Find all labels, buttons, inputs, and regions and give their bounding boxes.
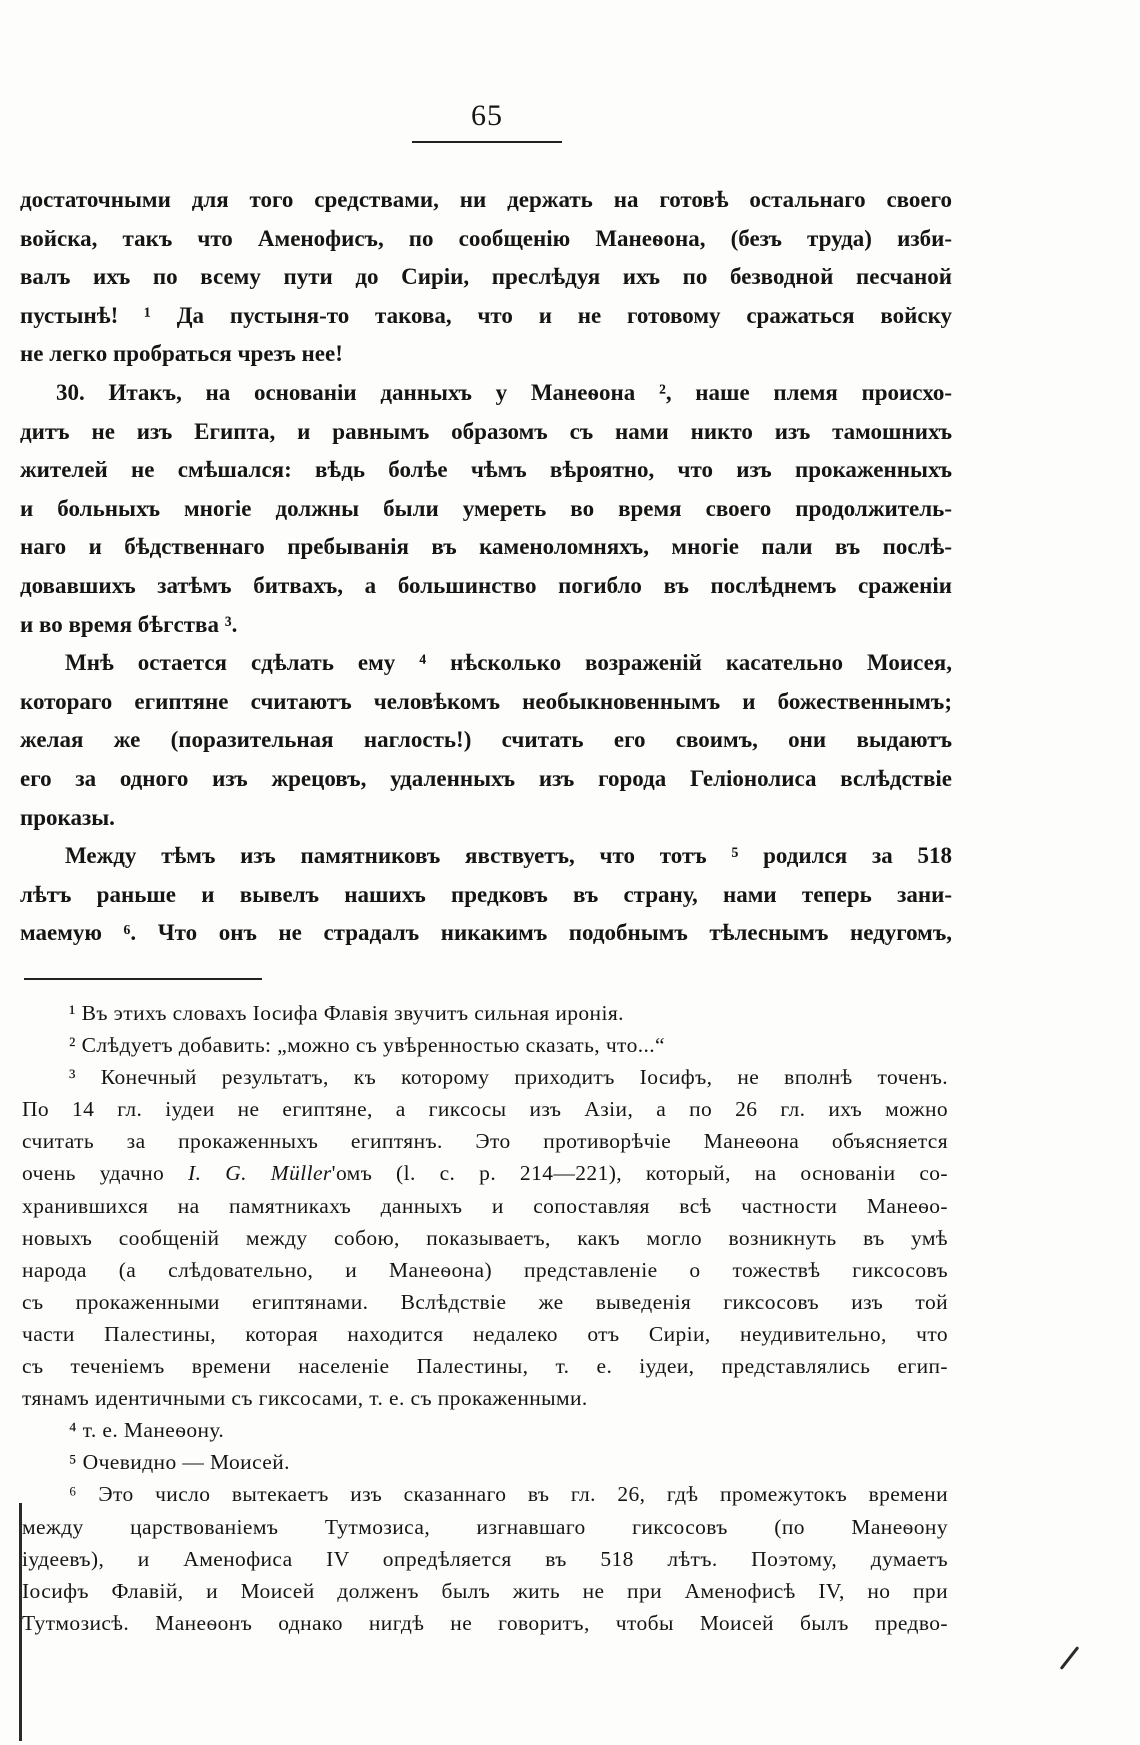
main-text-line: достаточными для того средствами, ни держать на готовѣ остальнаго своего [20, 187, 952, 212]
footnote-3-line: части Палестины, которая находится недалеко отъ Сиріи, неудивительно, что [22, 1321, 948, 1346]
main-text-line: не легко пробраться чрезъ нее! [20, 341, 343, 367]
footnote-6-line: Іосифъ Флавій, и Моисей долженъ былъ жить не при Аменофисѣ IV, но при [22, 1578, 948, 1603]
footnote-3-line: съ прокаженными египтянами. Вслѣдствіе же выведенія гиксосовъ изъ той [22, 1289, 948, 1314]
footnote-separator [24, 978, 262, 980]
footnote-1-line: ¹ Въ этихъ словахъ Іосифа Флавія звучитъ сильная иронія. [69, 1001, 624, 1025]
footnote-3-line: хранившихся на памятникахъ данныхъ и сопоставляя всѣ частности Манеѳо- [22, 1193, 948, 1218]
main-text-line: войска, такъ что Аменофисъ, по сообщенію Манеѳона, (безъ труда) изби- [20, 225, 952, 251]
footnotes [22, 997, 948, 1639]
footnote-3-line: народа (а слѣдовательно, и Манеѳона) представленіе о тожествѣ гиксосовъ [22, 1257, 948, 1282]
footnote-6-line: іудеевъ), и Аменофиса IV опредѣляется въ 518 лѣтъ. Поэтому, думаетъ [22, 1546, 948, 1571]
main-text-line: дитъ не изъ Египта, и равнымъ образомъ съ нами никто изъ тамошнихъ [20, 418, 952, 444]
footnote-text: 'омъ (l. c. p. 214—221), который, на основаніи со- [331, 1161, 948, 1186]
scan-pencil-mark [1060, 1646, 1080, 1670]
main-text-line: довавшихъ затѣмъ битвахъ, а большинство погибло въ послѣднемъ сраженіи [20, 572, 952, 598]
main-text-line: и больныхъ многіе должны были умереть во время своего продолжитель- [20, 495, 952, 521]
main-text-line: котораго египтяне считаютъ человѣкомъ необыкновеннымъ и божественнымъ; [20, 688, 952, 714]
footnote-text: очень удачно [22, 1161, 189, 1186]
footnote-6-line: между царствованіемъ Тутмозиса, изгнавшаго гиксосовъ (по Манеѳону [22, 1514, 948, 1539]
footnote-3-line: считать за прокаженныхъ египтянъ. Это противорѣчіе Манеѳона объясняется [22, 1129, 948, 1154]
footnote-3-line: ³ Конечный результатъ, къ которому приходитъ Іосифъ, не вполнѣ точенъ. [69, 1065, 948, 1090]
author-name-italic: I. G. Müller [188, 1161, 332, 1186]
main-text-line: Мнѣ остается сдѣлать ему ⁴ нѣсколько возраженій касательно Моисея, [65, 650, 952, 676]
footnote-6-line: Тутмозисѣ. Манеѳонъ однако нигдѣ не говоритъ, чтобы Моисей былъ предво- [22, 1610, 948, 1635]
main-text-line: пустынѣ! ¹ Да пустыня-то такова, что и не готовому сражаться войску [20, 302, 952, 328]
main-text-line: жителей не смѣшался: вѣдь болѣе чѣмъ вѣроятно, что изъ прокаженныхъ [20, 457, 952, 483]
main-text-line: наго и бѣдственнаго пребыванія въ каменоломняхъ, многіе пали въ послѣ- [20, 534, 952, 560]
main-text-line: желая же (поразительная наглость!) считать его своимъ, они выдаютъ [20, 727, 952, 753]
footnote-3-line [22, 1157, 948, 1189]
main-text-line: лѣтъ раньше и вывелъ нашихъ предковъ въ страну, нами теперь зани- [20, 881, 952, 907]
footnote-2-line: ² Слѣдуетъ добавить: „можно съ увѣренностью сказать, что...“ [69, 1033, 665, 1058]
page-number-rule [412, 141, 562, 143]
scan-margin-line [19, 1503, 22, 1741]
footnote-4-line: ⁴ т. е. Манеѳону. [69, 1418, 225, 1443]
footnote-3-line: тянамъ идентичными съ гиксосами, т. е. съ прокаженными. [22, 1386, 588, 1411]
main-text-line: маемую ⁶. Что онъ не страдалъ никакимъ подобнымъ тѣлеснымъ недугомъ, [20, 920, 952, 946]
footnote-3-line: съ теченіемъ времени населеніе Палестины, т. е. іудеи, представлялись егип- [22, 1354, 948, 1379]
footnote-3-line: По 14 гл. іудеи не египтяне, а гиксосы изъ Азіи, а по 26 гл. ихъ можно [22, 1097, 948, 1122]
main-text-line: его за одного изъ жрецовъ, удаленныхъ изъ города Геліонолиса вслѣдствіе [20, 765, 952, 791]
main-text [20, 181, 952, 953]
page-number: 65 [471, 99, 503, 132]
footnote-3-line: новыхъ сообщеній между собою, показываетъ, какъ могло возникнуть въ умѣ [22, 1225, 948, 1250]
main-text-line: и во время бѣгства ³. [20, 611, 238, 637]
footnote-6-line: ⁶ Это число вытекаетъ изъ сказаннаго въ гл. 26, гдѣ промежутокъ времени [69, 1482, 948, 1507]
main-text-line: Между тѣмъ изъ памятниковъ явствуетъ, что тотъ ⁵ родился за 518 [65, 843, 952, 869]
main-text-line: проказы. [20, 804, 115, 830]
main-text-line: валъ ихъ по всему пути до Сиріи, преслѣдуя ихъ по безводной песчаной [20, 264, 952, 290]
main-text-line: 30. Итакъ, на основаніи данныхъ у Манеѳона ², наше племя происхо- [56, 379, 952, 405]
footnote-5-line: ⁵ Очевидно — Моисей. [69, 1450, 290, 1475]
